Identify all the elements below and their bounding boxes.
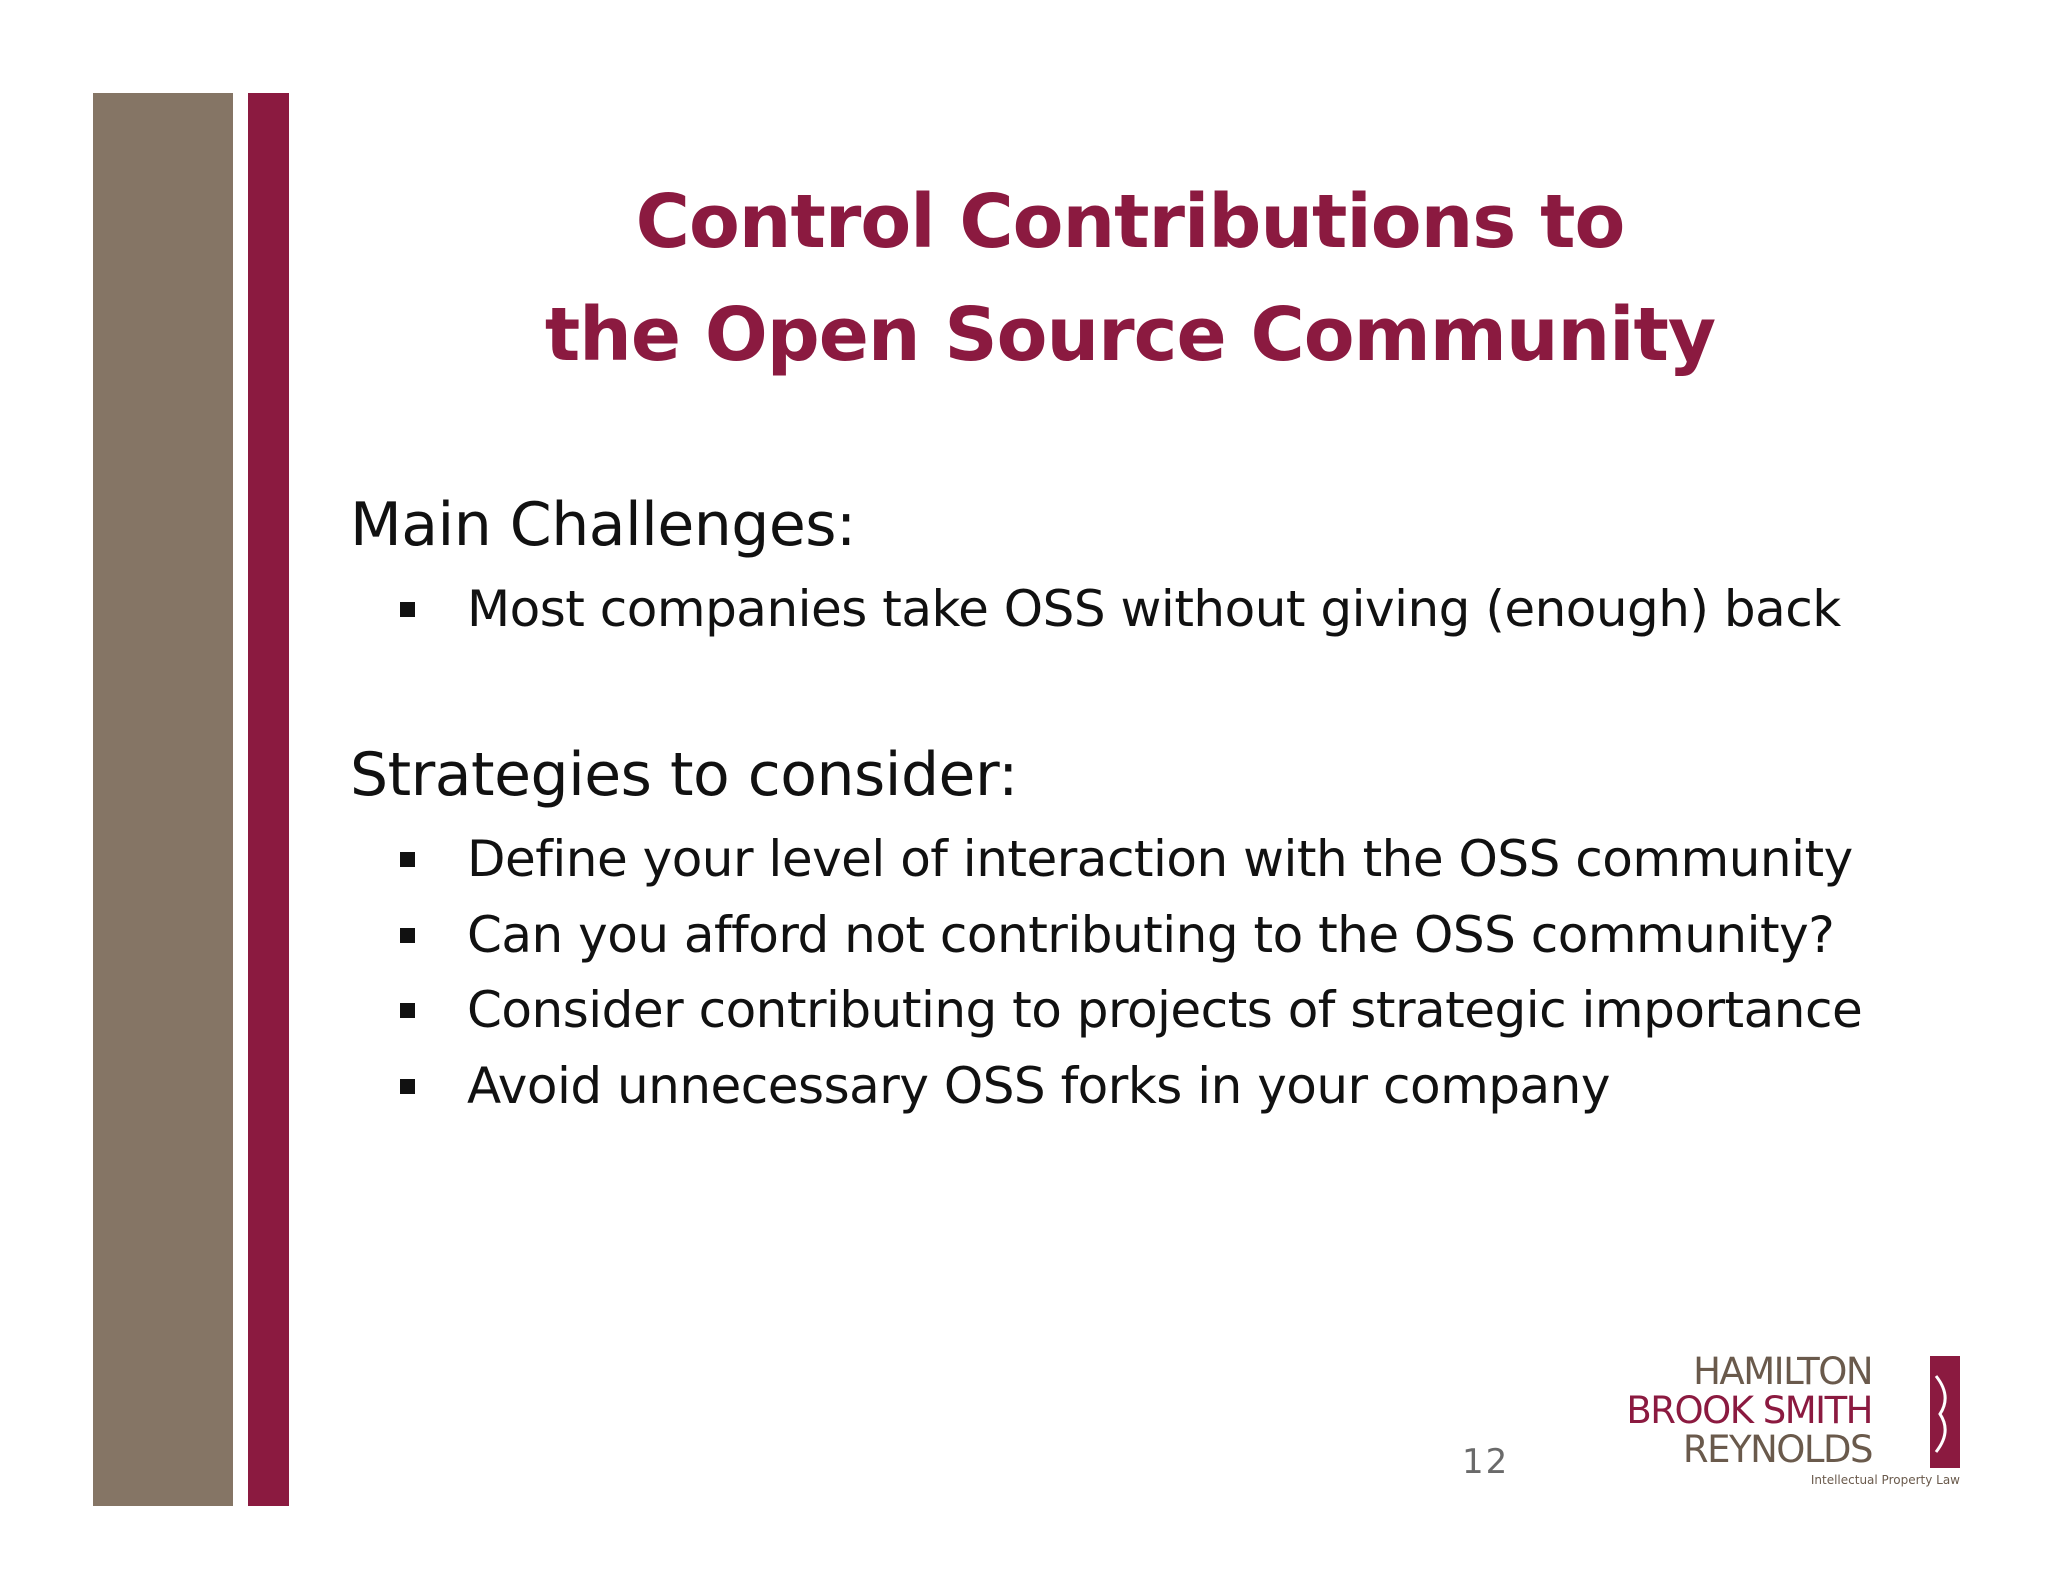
bullet-text: Can you afford not contributing to the OSS community? — [467, 905, 1835, 964]
bullet-list-strategies — [400, 822, 1862, 1124]
list-item — [400, 572, 1841, 648]
square-bullet-icon — [400, 1079, 415, 1094]
section-heading-main-challenges: Main Challenges: — [350, 490, 856, 560]
list-item — [400, 1049, 1862, 1125]
list-item — [400, 973, 1862, 1049]
square-bullet-icon — [400, 852, 415, 867]
list-item — [400, 822, 1862, 898]
logo-line-1: HAMILTON — [1693, 1350, 1872, 1393]
bullet-text: Define your level of interaction with the OSS community — [467, 830, 1853, 888]
slide-title — [330, 166, 1930, 392]
bullet-list-main-challenges — [400, 572, 1841, 648]
square-bullet-icon — [400, 928, 415, 943]
logo-mark-icon — [1930, 1356, 1960, 1468]
logo-tagline: Intellectual Property Law — [1810, 1473, 1960, 1487]
firm-logo — [1626, 1350, 1960, 1492]
logo-line-2: BROOK SMITH — [1626, 1389, 1872, 1432]
square-bullet-icon — [400, 602, 415, 617]
page-number: 12 — [1462, 1442, 1510, 1482]
bullet-text: Avoid unnecessary OSS forks in your company — [467, 1056, 1610, 1115]
crimson-side-bar — [248, 93, 289, 1506]
taupe-side-bar — [93, 93, 233, 1506]
list-item — [400, 898, 1862, 974]
title-line-1: Control Contributions to — [635, 179, 1625, 265]
logo-line-3: REYNOLDS — [1682, 1428, 1872, 1471]
section-heading-strategies: Strategies to consider: — [350, 740, 1018, 810]
square-bullet-icon — [400, 1003, 415, 1018]
bullet-text: Most companies take OSS without giving (enough) back — [467, 580, 1841, 638]
bullet-text: Consider contributing to projects of strategic importance — [467, 981, 1863, 1039]
title-line-2: the Open Source Community — [544, 292, 1716, 378]
